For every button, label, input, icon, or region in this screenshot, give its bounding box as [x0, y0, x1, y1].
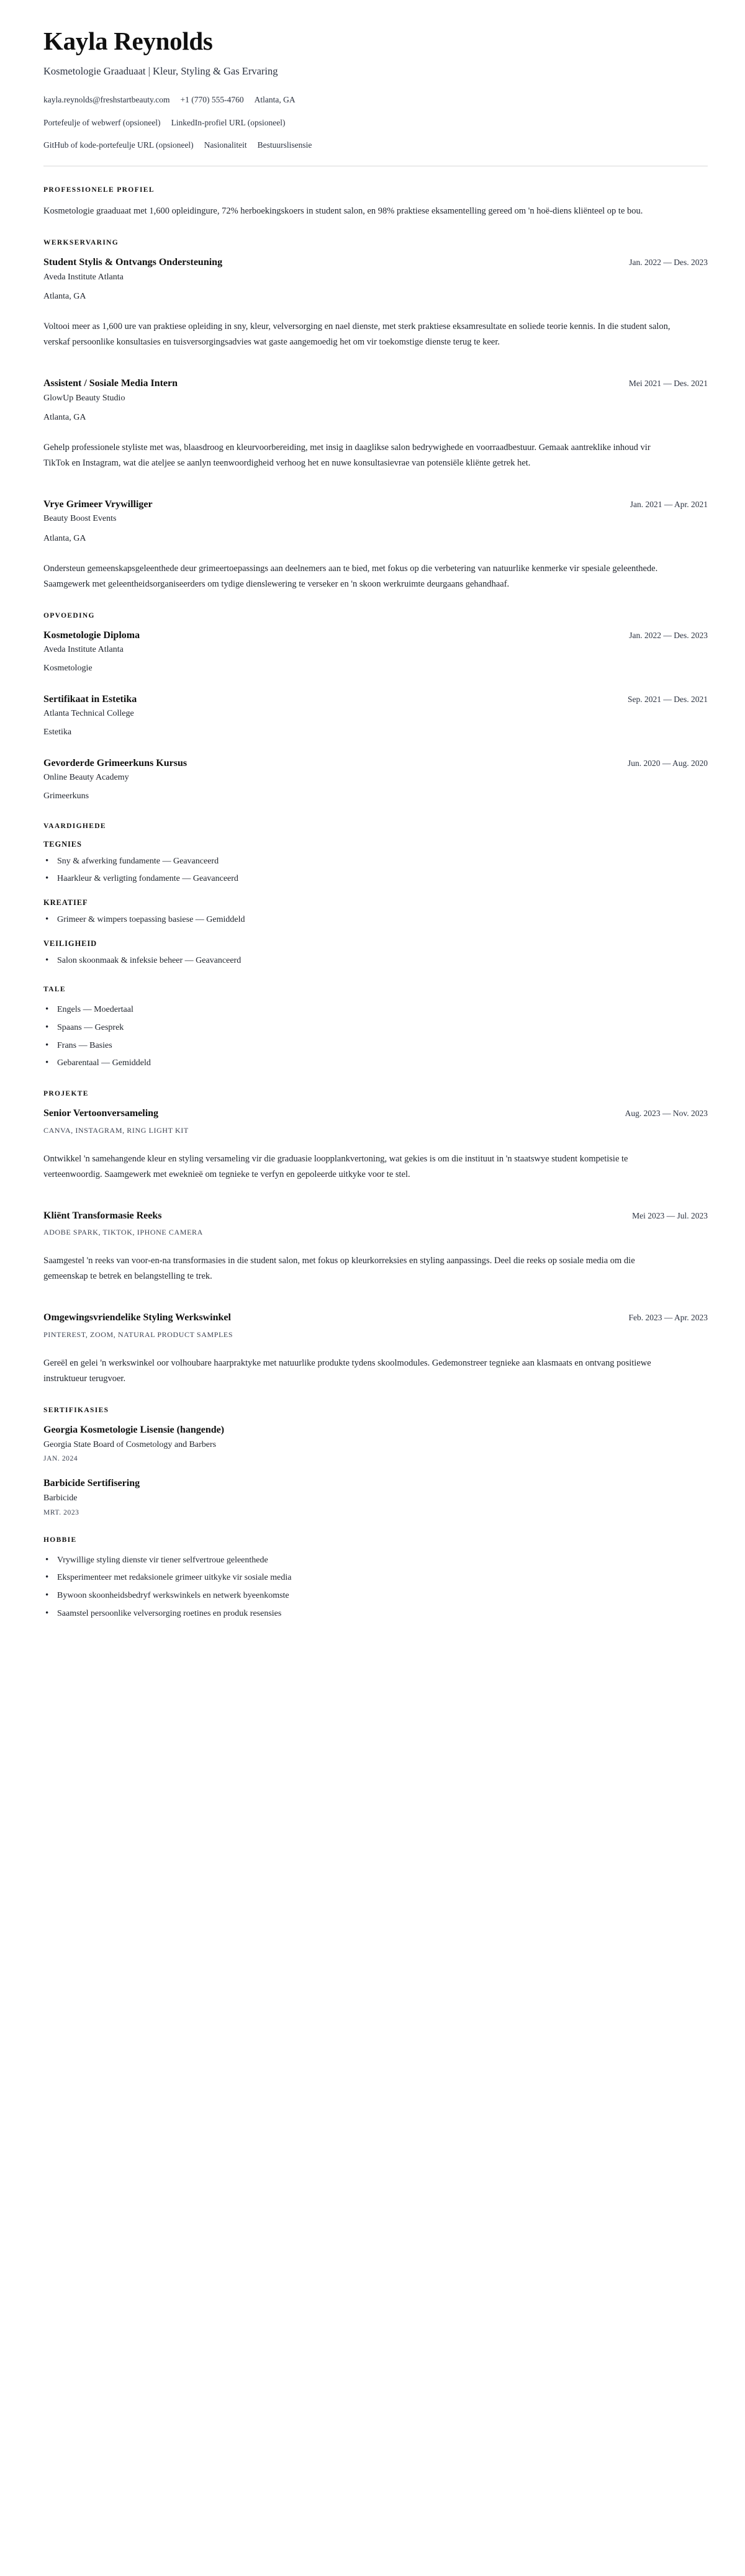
education-field: Kosmetologie — [43, 663, 93, 673]
contact-row-extra — [43, 139, 708, 151]
certification-name: Georgia Kosmetologie Lisensie (hangende) — [43, 1425, 225, 1436]
email-text: kayla.reynolds@freshstartbeauty.com — [43, 95, 170, 105]
education-entry — [43, 629, 708, 675]
language-item: • Frans — Basies — [43, 1039, 708, 1053]
education-degree: Kosmetologie Diploma — [43, 629, 140, 641]
experience-organization: GlowUp Beauty Studio — [43, 393, 125, 403]
project-date: Mei 2023 — Jul. 2023 — [632, 1210, 708, 1220]
education-entry-head — [43, 629, 708, 642]
hobby-list — [43, 1554, 708, 1621]
section-title-projects: PROJEKTE — [43, 1090, 89, 1097]
language-item: • Engels — Moedertaal — [43, 1003, 708, 1017]
experience-date: Jan. 2022 — Des. 2023 — [629, 257, 708, 267]
project-entry — [43, 1107, 708, 1182]
project-name: Kliënt Transformasie Reeks — [43, 1210, 162, 1221]
project-description: Gereël en gelei 'n werkswinkel oor volhoubare haarpraktyke met natuurlike produkte tydens skoolmodules. Gedemonstreer tegnieke aan klasmaats en ontvang positiewe instruktueur terugvoer. — [43, 1358, 651, 1384]
project-entry-head — [43, 1107, 708, 1120]
experience-role: Vrye Grimeer Vrywilliger — [43, 498, 153, 510]
education-date: Jun. 2020 — Aug. 2020 — [627, 758, 708, 768]
skill-item: • Haarkleur & verligting fondamente — Geavanceerd — [43, 872, 708, 886]
experience-location: Atlanta, GA — [43, 292, 86, 302]
project-tools: CANVA, INSTAGRAM, RING LIGHT KIT — [43, 1125, 189, 1135]
hobby-item: • Saamstel persoonlike velversorging roetines en produk resensies — [43, 1607, 708, 1621]
linkedin-link-text: LinkedIn-profiel URL (opsioneel) — [171, 117, 286, 127]
experience-entry — [43, 377, 708, 471]
skill-group-tegnies — [43, 840, 708, 886]
experience-entry-head — [43, 256, 708, 269]
certification-entry — [43, 1424, 708, 1462]
skill-item: • Salon skoonmaak & infeksie beheer — Geavanceerd — [43, 954, 708, 968]
language-item: • Gebarentaal — Gemiddeld — [43, 1056, 708, 1070]
project-name: Omgewingsvriendelike Styling Werkswinkel — [43, 1312, 231, 1323]
project-entry-head — [43, 1312, 708, 1325]
portfolio-link-text: Portefeulje of webwerf (opsioneel) — [43, 117, 161, 127]
experience-entry — [43, 498, 708, 592]
section-certifications — [43, 1407, 708, 1516]
hobby-item: • Eksperimenteer met redaksionele grimeer uitkyke vir sosiale media — [43, 1571, 708, 1585]
section-title-education: OPVOEDING — [43, 611, 95, 619]
experience-description: Voltooi meer as 1,600 ure van praktiese opleiding in sny, kleur, velversorging en nael dienste, met sterk praktiese eksamresultate en soliede teorie kennis. In die student salon, verskaf persoonlike konsultasies en tuisversorgingsadvies wat gaste aangemoedig het om vir toekomstige dienste terug te keer. — [43, 321, 670, 347]
drivers-license-text: Bestuurslisensie — [257, 140, 312, 150]
project-date: Feb. 2023 — Apr. 2023 — [628, 1313, 708, 1323]
section-summary — [43, 186, 708, 219]
experience-role: Student Stylis & Ontvangs Ondersteuning — [43, 256, 223, 268]
project-tools: PINTEREST, ZOOM, NATURAL PRODUCT SAMPLES — [43, 1330, 233, 1340]
education-school: Online Beauty Academy — [43, 773, 129, 783]
education-entry-head — [43, 693, 708, 706]
section-education — [43, 612, 708, 803]
education-entry-head — [43, 757, 708, 770]
skill-item: • Sny & afwerking fundamente — Geavanceerd — [43, 855, 708, 868]
experience-role: Assistent / Sosiale Media Intern — [43, 377, 178, 389]
education-entry — [43, 757, 708, 803]
experience-entry-head — [43, 377, 708, 390]
certification-date: JAN. 2024 — [43, 1455, 78, 1463]
experience-entry — [43, 256, 708, 350]
education-school: Atlanta Technical College — [43, 709, 134, 719]
contact-row-primary — [43, 94, 708, 106]
experience-location: Atlanta, GA — [43, 413, 86, 423]
project-entry — [43, 1312, 708, 1387]
experience-organization: Aveda Institute Atlanta — [43, 272, 124, 282]
nationality-text: Nasionaliteit — [204, 140, 247, 150]
experience-description: Ondersteun gemeenskapsgeleenthede deur grimeertoepassings aan deelnemers aan te bied, met fokus op die verbetering van natuurlike kenmerke vir spesiale geleenthede. Saamgewerk met geleentheidsorganiseerders om tydige dienslewering te verseker en 'n skoon werkruimte deurgaans gehandhaaf. — [43, 563, 658, 589]
skill-list — [43, 954, 708, 968]
project-date: Aug. 2023 — Nov. 2023 — [625, 1109, 708, 1118]
hobby-item: • Vrywillige styling dienste vir tiener selfvertroue geleenthede — [43, 1554, 708, 1567]
education-field: Estetika — [43, 727, 72, 737]
location-text: Atlanta, GA — [254, 95, 296, 105]
education-field: Grimeerkuns — [43, 791, 89, 801]
section-title-hobbies: HOBBIE — [43, 1536, 77, 1544]
section-title-experience: WERKSERVARING — [43, 238, 119, 246]
phone-text: +1 (770) 555-4760 — [180, 95, 244, 105]
project-description: Ontwikkel 'n samehangende kleur en styling versameling vir die graduasie loopplankvertoning, wat gekies is om die instituut in 'n staatswye student kompetisie te verteenwoordig. Saamgewerk met eweknieë om tegnieke te verfyn en gepoleerde uitkyke voor te stel. — [43, 1153, 628, 1179]
certification-issuer: Barbicide — [43, 1493, 78, 1503]
education-degree: Gevorderde Grimeerkuns Kursus — [43, 757, 187, 768]
candidate-name: Kayla Reynolds — [43, 27, 213, 55]
certification-issuer: Georgia State Board of Cosmetology and Barbers — [43, 1439, 217, 1449]
summary-text: Kosmetologie graaduaat met 1,600 opleidingure, 72% herboekingskoers in student salon, en 98% praktiese eksamentelling gereed om 'n hoë-diens kliënteel op te bou. — [43, 206, 643, 217]
skill-group-veiligheid — [43, 939, 708, 968]
education-degree: Sertifikaat in Estetika — [43, 693, 137, 705]
education-date: Sep. 2021 — Des. 2021 — [628, 694, 708, 704]
certification-date: MRT. 2023 — [43, 1508, 79, 1516]
experience-date: Jan. 2021 — Apr. 2021 — [630, 499, 708, 509]
experience-location: Atlanta, GA — [43, 534, 86, 544]
section-title-skills: VAARDIGHEDE — [43, 822, 106, 830]
section-experience — [43, 239, 708, 592]
education-school: Aveda Institute Atlanta — [43, 645, 124, 655]
project-name: Senior Vertoonversameling — [43, 1108, 159, 1119]
github-link-text: GitHub of kode-portefeulje URL (opsioneel) — [43, 140, 194, 150]
project-tools: ADOBE SPARK, TIKTOK, IPHONE CAMERA — [43, 1228, 203, 1237]
skill-list — [43, 913, 708, 927]
certification-name: Barbicide Sertifisering — [43, 1478, 140, 1489]
skill-item: • Grimeer & wimpers toepassing basiese — Gemiddeld — [43, 913, 708, 927]
section-title-certifications: SERTIFIKASIES — [43, 1407, 109, 1415]
certification-entry — [43, 1477, 708, 1516]
experience-description: Gehelp professionele styliste met was, blaasdroog en kleurvoorbereiding, met insig in daaglikse salon bedrywighede en voorraadbestuur. Gemaak aantreklike inhoud vir TikTok en Instagram, wat die ateljee se aanlyn teenwoordigheid verhoog het en nuwe konsultasievrae van potensiële kliënte getrek het. — [43, 442, 651, 468]
section-title-summary: PROFESSIONELE PROFIEL — [43, 186, 155, 194]
language-item: • Spaans — Gesprek — [43, 1021, 708, 1035]
hobby-item: • Bywoon skoonheidsbedryf werkswinkels en netwerk byeenkomste — [43, 1589, 708, 1603]
skill-group-name: VEILIGHEID — [43, 939, 97, 948]
section-skills — [43, 822, 708, 968]
education-date: Jan. 2022 — Des. 2023 — [629, 630, 708, 640]
language-list — [43, 1003, 708, 1070]
skill-group-name: KREATIEF — [43, 898, 88, 907]
project-description: Saamgestel 'n reeks van voor-en-na transformasies in die student salon, met fokus op kleurkorreksies en styling aanpassings. Deel die reeks op sosiale media om die gemeenskap te betrek en belangstelling te trek. — [43, 1256, 635, 1282]
section-hobbies — [43, 1536, 708, 1621]
project-entry-head — [43, 1210, 708, 1223]
project-entry — [43, 1210, 708, 1285]
contact-row-links — [43, 117, 708, 129]
resume-header — [43, 27, 708, 166]
section-title-languages: TALE — [43, 986, 66, 994]
section-projects — [43, 1090, 708, 1387]
candidate-headline: Kosmetologie Graaduaat | Kleur, Styling & Gas Ervaring — [43, 65, 278, 77]
skill-group-kreatief — [43, 898, 708, 927]
skill-group-name: TEGNIES — [43, 839, 82, 849]
experience-entry-head — [43, 498, 708, 511]
education-entry — [43, 693, 708, 739]
experience-date: Mei 2021 — Des. 2021 — [628, 378, 708, 388]
experience-organization: Beauty Boost Events — [43, 514, 117, 524]
skill-list — [43, 855, 708, 886]
section-languages — [43, 986, 708, 1070]
